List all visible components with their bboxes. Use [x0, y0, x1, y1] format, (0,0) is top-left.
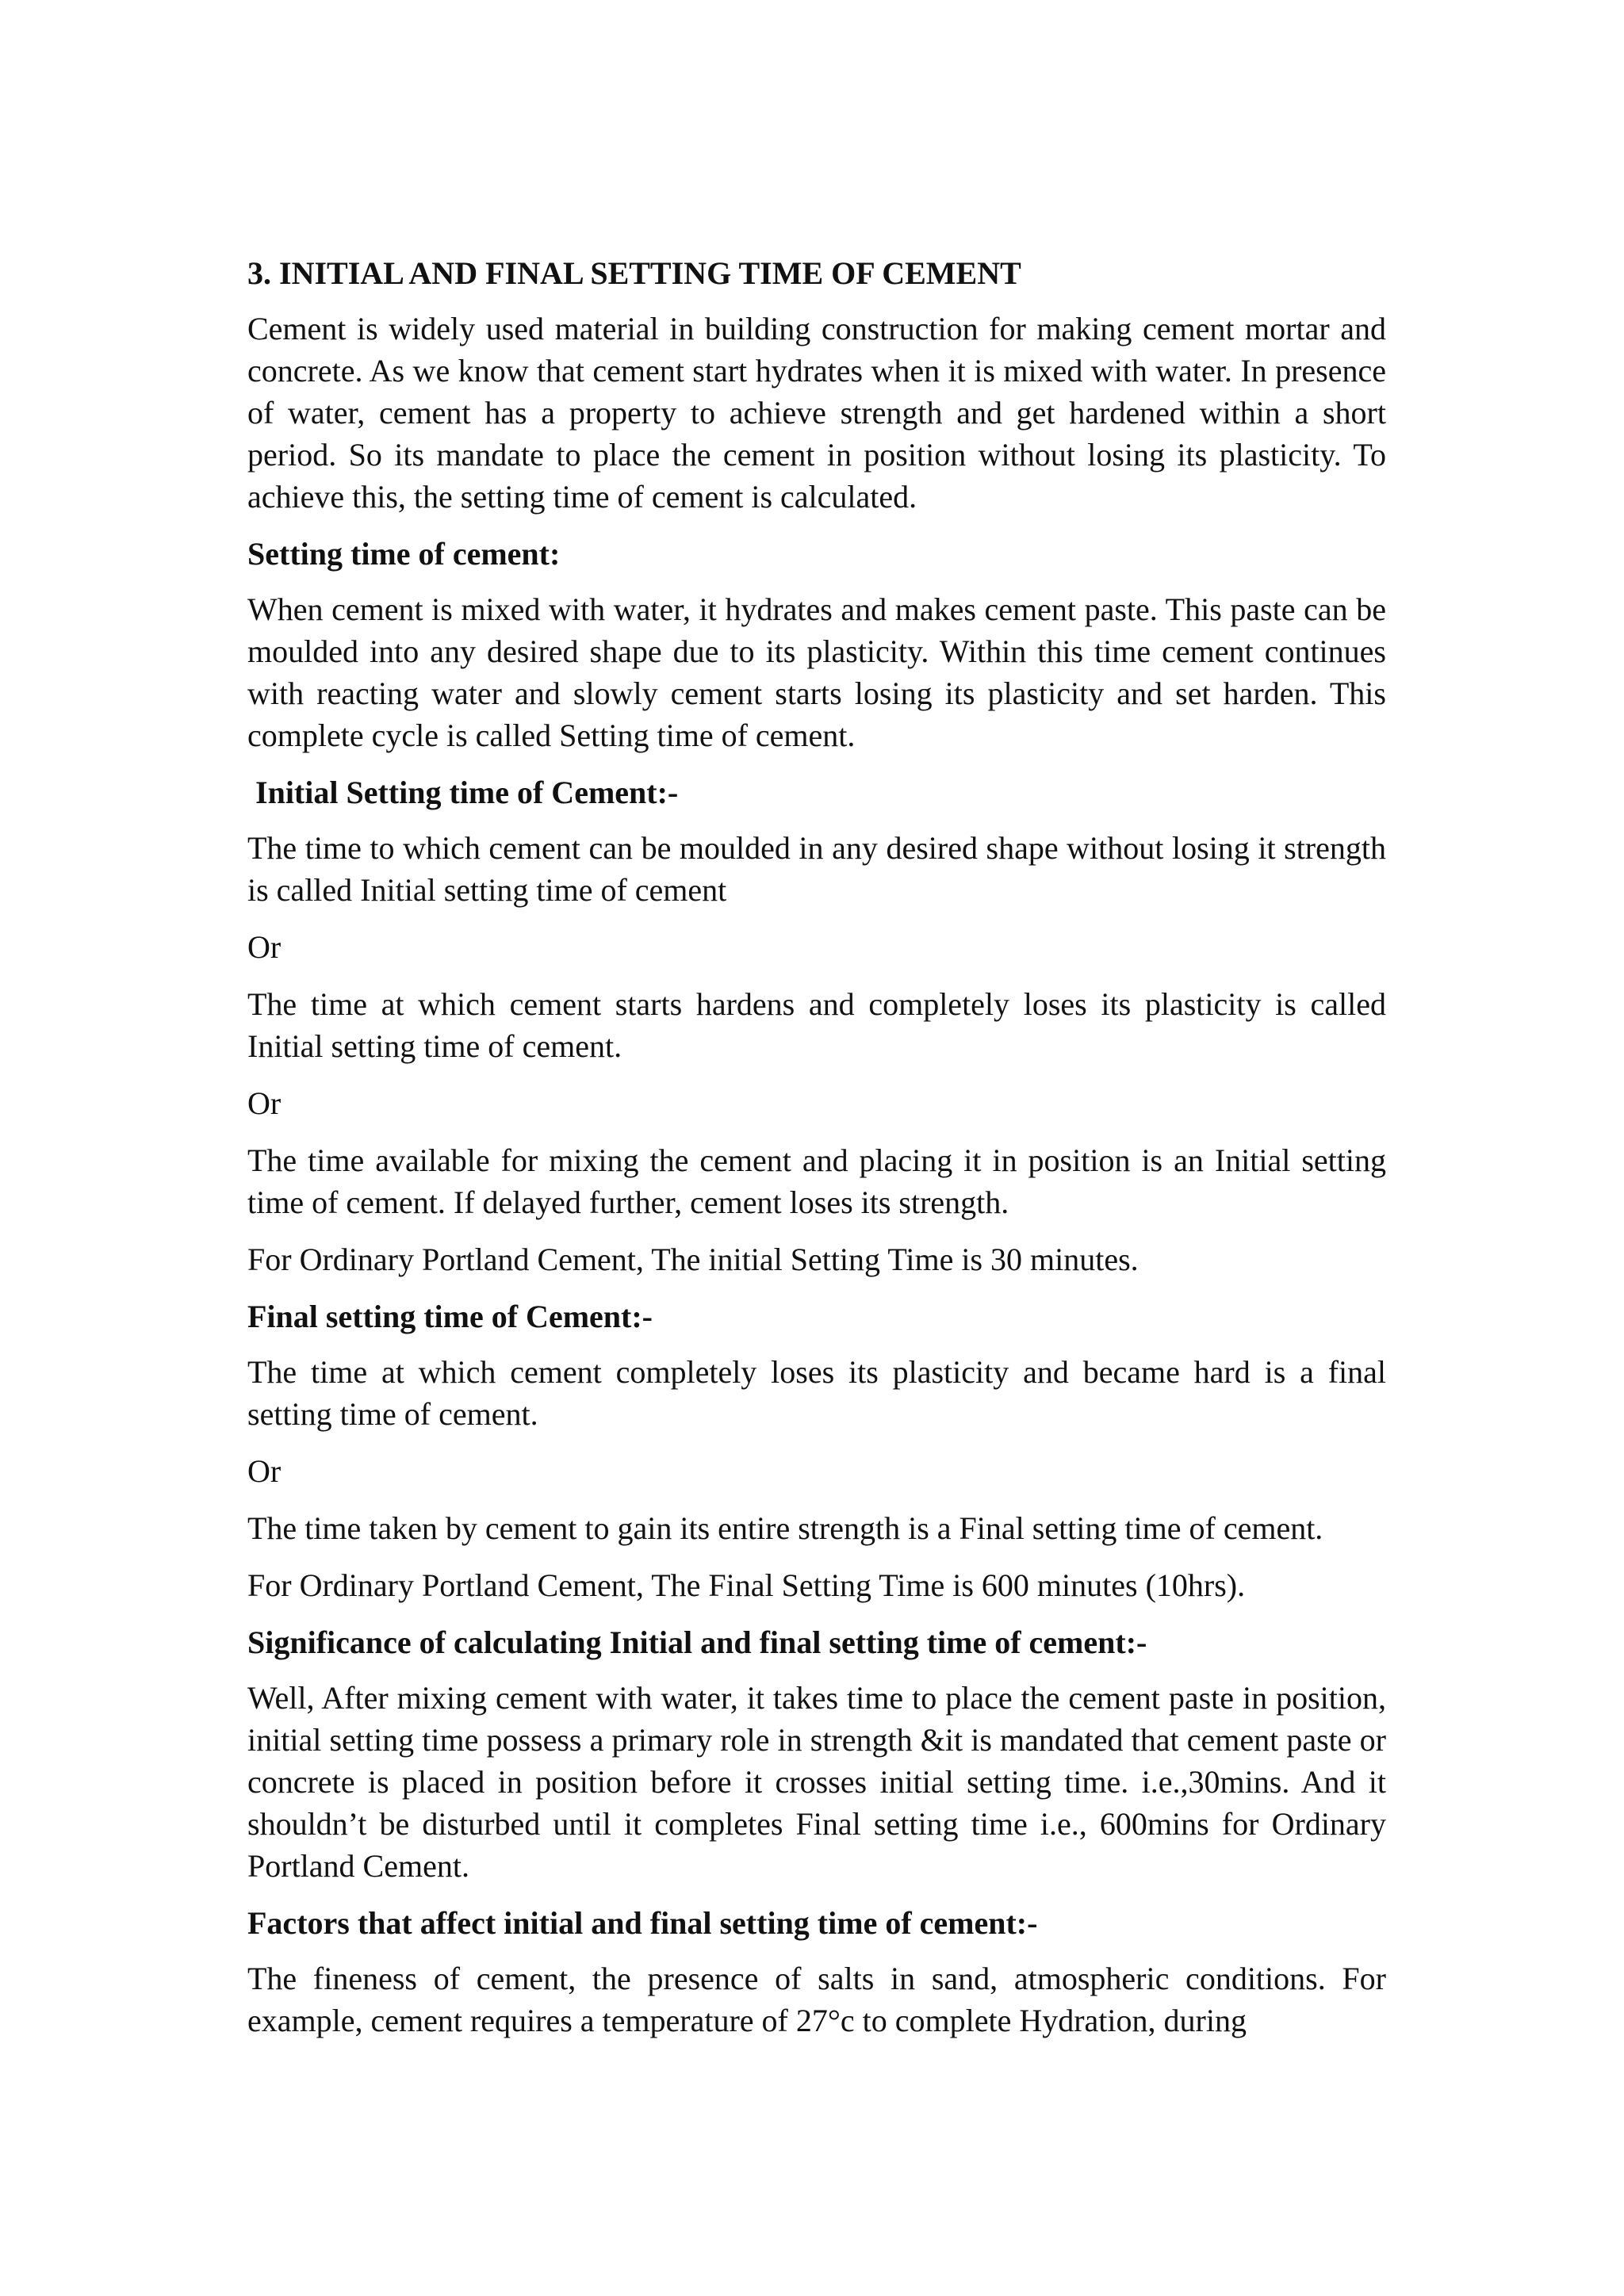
final-setting-heading: Final setting time of Cement:-: [247, 1299, 653, 1334]
intro-paragraph: Cement is widely used material in building construction for making cement mortar and concrete. As we know that cement start hydrates when it is mixed with water. In presence of water, cement has a property to achieve strength and get hardened within a short period. So its mandate to place the cement in position without losing its plasticity. To achieve this, the setting time of cement is calculated.: [247, 311, 1386, 515]
final-setting-definition-2: The time taken by cement to gain its entire strength is a Final setting time of cement.: [247, 1510, 1323, 1546]
or-separator: Or: [247, 1453, 282, 1489]
factors-paragraph: The fineness of cement, the presence of salts in sand, atmospheric conditions. For example, cement requires a temperature of 27°c to complete Hydration, during: [247, 1961, 1386, 2038]
setting-time-heading: Setting time of cement:: [247, 536, 561, 572]
initial-setting-opc-note: For Ordinary Portland Cement, The initial Setting Time is 30 minutes.: [247, 1242, 1139, 1277]
document-title: 3. INITIAL AND FINAL SETTING TIME OF CEMENT: [247, 255, 1021, 291]
or-separator: Or: [247, 1085, 282, 1121]
final-setting-definition-1: The time at which cement completely loses its plasticity and became hard is a final setting time of cement.: [247, 1354, 1386, 1432]
setting-time-paragraph: When cement is mixed with water, it hydrates and makes cement paste. This paste can be moulded into any desired shape due to its plasticity. Within this time cement continues with reacting water and slowly cement starts losing its plasticity and set harden. This complete cycle is called Setting time of cement.: [247, 591, 1386, 753]
initial-setting-heading: Initial Setting time of Cement:-: [255, 775, 679, 810]
or-separator: Or: [247, 929, 282, 965]
final-setting-opc-note: For Ordinary Portland Cement, The Final Setting Time is 600 minutes (10hrs).: [247, 1567, 1246, 1603]
significance-heading: Significance of calculating Initial and final setting time of cement:-: [247, 1624, 1147, 1660]
factors-heading: Factors that affect initial and final setting time of cement:-: [247, 1905, 1038, 1941]
initial-setting-definition-1: The time to which cement can be moulded in any desired shape without losing it strength is called Initial setting time of cement: [247, 830, 1386, 908]
initial-setting-definition-2: The time at which cement starts hardens and completely loses its plasticity is called Initial setting time of cement.: [247, 986, 1386, 1064]
document-page: [247, 252, 1386, 2042]
significance-paragraph: Well, After mixing cement with water, it takes time to place the cement paste in position, initial setting time possess a primary role in strength &it is mandated that cement paste or concrete is placed in position before it crosses initial setting time. i.e.,30mins. And it shouldn’t be disturbed until it completes Final setting time i.e., 600mins for Ordinary Portland Cement.: [247, 1680, 1386, 1884]
initial-setting-definition-3: The time available for mixing the cement and placing it in position is an Initial setting time of cement. If delayed further, cement loses its strength.: [247, 1142, 1386, 1220]
